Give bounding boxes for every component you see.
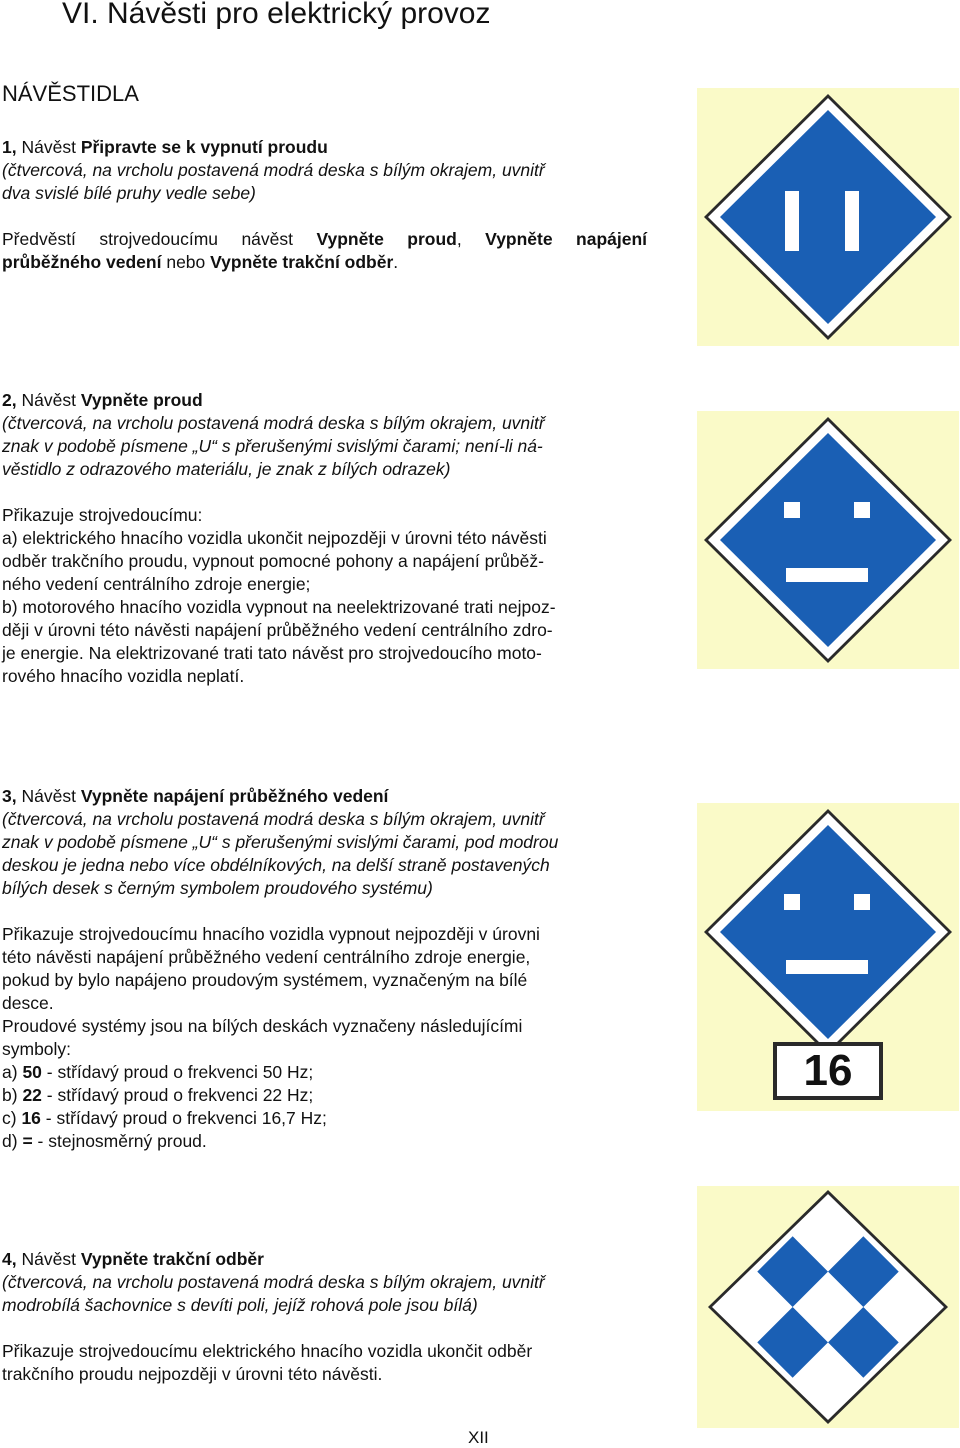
signal-3-text-line: této návěsti napájení průběžného vedení centrálního zdroje energie,	[2, 947, 531, 967]
signal-2-text-line: Přikazuje strojvedoucímu:	[2, 505, 203, 525]
sign-1-panel	[697, 88, 959, 346]
signal-3-desc-line: znak v podobě písmene „U“ s přerušenými svislými čarami, pod modrou	[2, 832, 559, 852]
power-system-item: b) 22 - střídavý proud o frekvenci 22 Hz;	[2, 1085, 314, 1105]
signal-4-text-line: Přikazuje strojvedoucímu elektrického hnacího vozidla ukončit odběr	[2, 1341, 533, 1361]
power-system-plate: 16	[803, 1046, 853, 1095]
signal-2-desc-line: věstidlo z odrazového materiálu, je znak z bílých odrazek)	[2, 459, 451, 479]
sign-power-off-icon	[697, 411, 959, 669]
signal-4-heading: 4, Návěst Vypněte trakční odběr	[2, 1249, 264, 1269]
signal-3-text-line: Přikazuje strojvedoucímu hnacího vozidla vypnout nejpozději v úrovni	[2, 924, 540, 944]
signal-1-text: Předvěstí strojvedoucímu návěst Vypněte proud, Vypněte napájení	[2, 229, 648, 249]
signal-2-text-line: ného vedení centrálního zdroje energie;	[2, 574, 311, 594]
power-system-item: d) = - stejnosměrný proud.	[2, 1131, 207, 1151]
signal-3-desc-line: (čtvercová, na vrcholu postavená modrá deska s bílým okrajem, uvnitř	[2, 809, 545, 829]
signal-3-text-line: desce.	[2, 993, 54, 1013]
signal-3-block	[2, 785, 647, 1153]
power-system-item: a) 50 - střídavý proud o frekvenci 50 Hz;	[2, 1062, 314, 1082]
page-title: VI. Návěsti pro elektrický provoz	[62, 0, 491, 30]
signal-2-text-line: b) motorového hnacího vozidla vypnout na neelektrizované trati nejpoz-	[2, 597, 556, 617]
power-system-item: c) 16 - střídavý proud o frekvenci 16,7 Hz;	[2, 1108, 327, 1128]
section-heading: NÁVĚSTIDLA	[2, 81, 139, 106]
sign-prepare-power-off-icon	[697, 88, 959, 346]
sign-3-panel	[697, 803, 959, 1111]
signal-3-text-line: Proudové systémy jsou na bílých deskách vyznačeny následujícími	[2, 1016, 523, 1036]
signal-1-block	[2, 136, 652, 274]
signal-3-desc-line: deskou je jedna nebo více obdélníkových, na delší straně postavených	[2, 855, 550, 875]
signal-2-text-line: je energie. Na elektrizované trati tato návěst pro strojvedoucího moto-	[2, 643, 542, 663]
signal-1-text: průběžného vedení nebo Vypněte trakční odběr.	[2, 252, 399, 272]
signal-2-block	[2, 389, 647, 688]
signal-3-text-line: symboly:	[2, 1039, 72, 1059]
signal-1-desc-line: dva svislé bílé pruhy vedle sebe)	[2, 183, 256, 203]
signal-1-heading: 1, Návěst Připravte se k vypnutí proudu	[2, 137, 328, 157]
signal-2-text-line: rového hnacího vozidla neplatí.	[2, 666, 245, 686]
page-number: XII	[468, 1428, 489, 1447]
signal-2-desc-line: znak v podobě písmene „U“ s přerušenými svislými čarami; není-li ná-	[2, 436, 543, 456]
signal-2-desc-line: (čtvercová, na vrcholu postavená modrá deska s bílým okrajem, uvnitř	[2, 413, 545, 433]
signal-4-text-line: trakčního proudu nejpozději v úrovni této návěsti.	[2, 1364, 383, 1384]
signal-4-block	[2, 1248, 647, 1386]
signal-1-desc-line: (čtvercová, na vrcholu postavená modrá deska s bílým okrajem, uvnitř	[2, 160, 545, 180]
signal-4-desc-line: modrobílá šachovnice s devíti poli, jejíž rohová pole jsou bílá)	[2, 1295, 478, 1315]
sign-traction-off-icon	[697, 1186, 959, 1428]
signal-3-heading: 3, Návěst Vypněte napájení průběžného vedení	[2, 786, 389, 806]
signal-3-desc-line: bílých desek s černým symbolem proudového systému)	[2, 878, 433, 898]
signal-2-text-line: odběr trakčního proudu, vypnout pomocné pohony a napájení průběž-	[2, 551, 544, 571]
sign-4-panel	[697, 1186, 959, 1428]
signal-2-text-line: ději v úrovni této návěsti napájení průběžného vedení centrálního zdro-	[2, 620, 553, 640]
signal-4-desc-line: (čtvercová, na vrcholu postavená modrá deska s bílým okrajem, uvnitř	[2, 1272, 545, 1292]
signal-2-heading: 2, Návěst Vypněte proud	[2, 390, 203, 410]
signal-2-text-line: a) elektrického hnacího vozidla ukončit nejpozději v úrovni této návěsti	[2, 528, 547, 548]
signal-3-text-line: pokud by bylo napájeno proudovým systémem, vyznačeným na bílé	[2, 970, 528, 990]
sign-2-panel	[697, 411, 959, 669]
